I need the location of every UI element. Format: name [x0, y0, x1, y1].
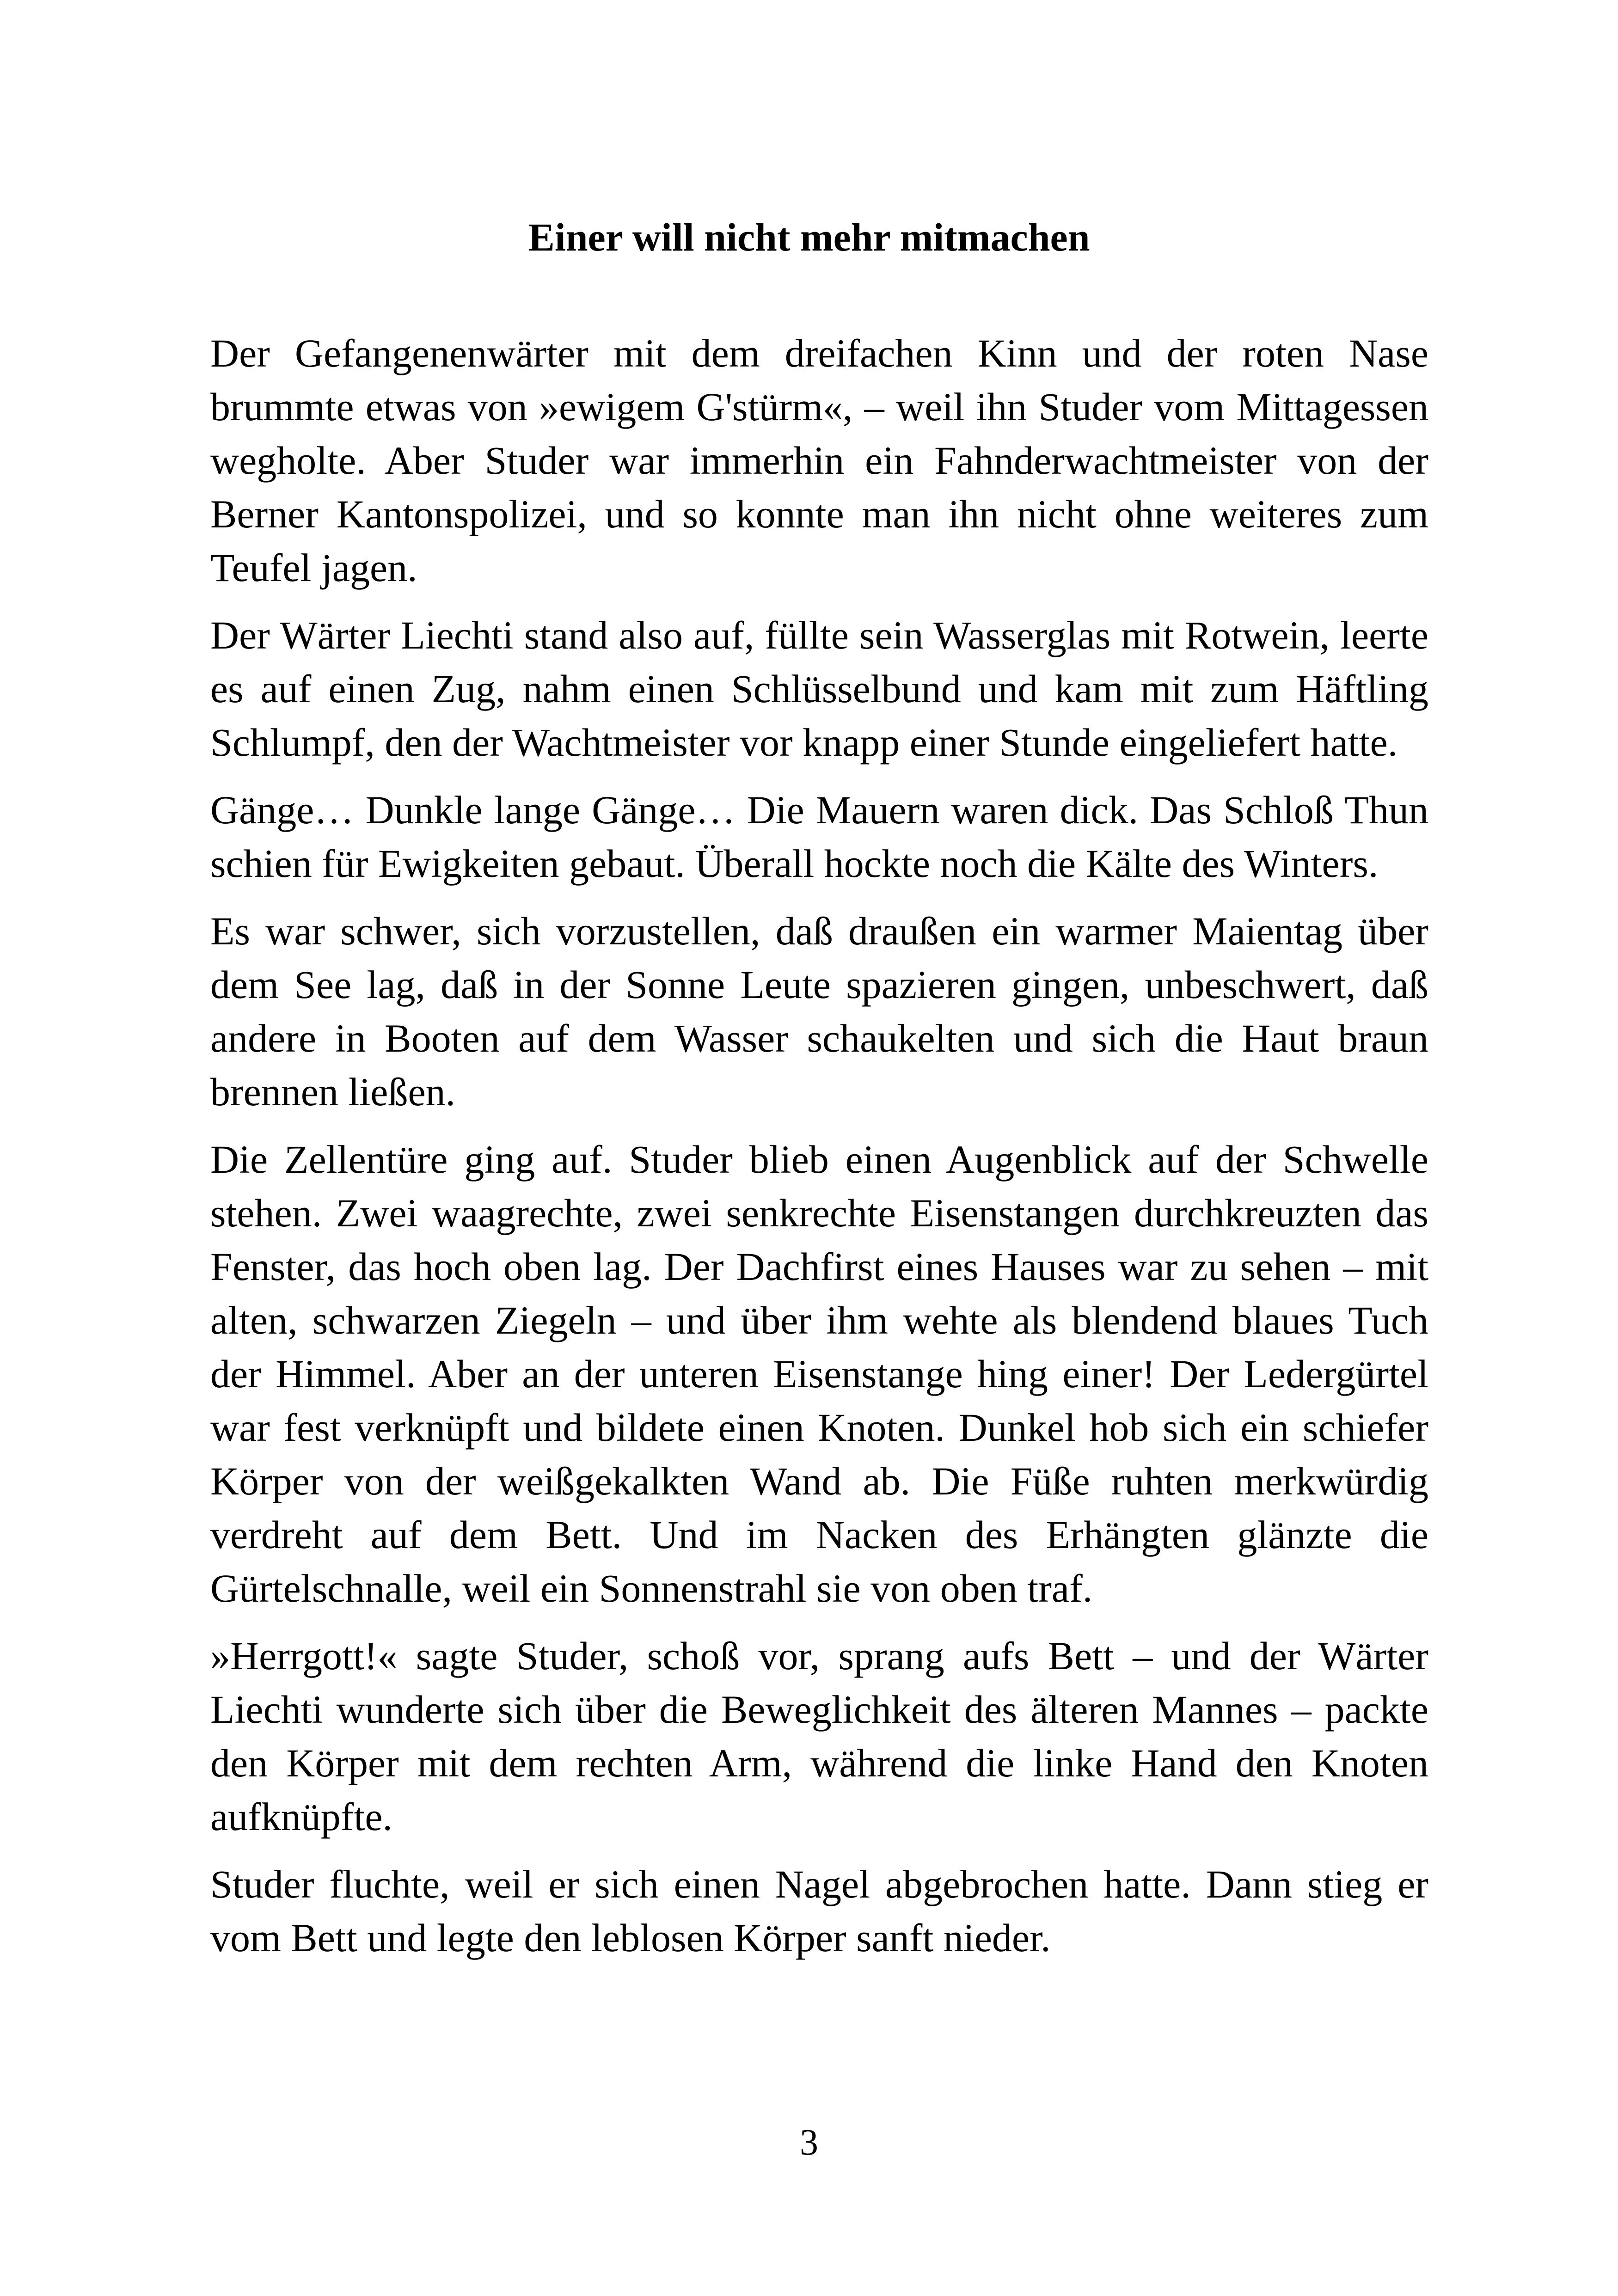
- paragraph-7: Studer fluchte, weil er sich einen Nagel abgebrochen hatte. Dann stieg er vom Bett und legte den leblosen Körper sanft nieder.: [210, 1862, 1428, 1960]
- paragraph-5: Die Zellentüre ging auf. Studer blieb einen Augenblick auf der Schwelle stehen. Zwei waagrechte, zwei senkrechte Eisenstangen durchkreuzten das Fenster, das hoch oben lag. Der Dachfirst eines Hauses war zu sehen – mit alten, schwarzen Ziegeln – und über ihm wehte als blendend blaues Tuch der Himmel. Aber an der unteren Eisenstange hing einer! Der Ledergürtel war fest verknüpft und bildete einen Knoten. Dunkel hob sich ein schiefer Körper von der weißgekalkten Wand ab. Die Füße ruhten merkwürdig verdreht auf dem Bett. Und im Nacken des Erhängten glänzte die Gürtelschnalle, weil ein Sonnenstrahl sie von oben traf.: [210, 1137, 1428, 1610]
- paragraph-2: Der Wärter Liechti stand also auf, füllte sein Wasserglas mit Rotwein, leerte es auf einen Zug, nahm einen Schlüsselbund und kam mit zum Häftling Schlumpf, den der Wachtmeister vor knapp einer Stunde eingeliefert hatte.: [210, 613, 1428, 765]
- body-text: [210, 326, 1428, 1978]
- paragraph-6: »Herrgott!« sagte Studer, schoß vor, sprang aufs Bett – und der Wärter Liechti wunderte sich über die Beweglichkeit des älteren Mannes – packte den Körper mit dem rechten Arm, während die linke Hand den Knoten aufknüpfte.: [210, 1634, 1428, 1839]
- chapter-title: Einer will nicht mehr mitmachen: [528, 215, 1090, 259]
- paragraph-1: Der Gefangenenwärter mit dem dreifachen Kinn und der roten Nase brummte etwas von »ewigem G'stürm«, – weil ihn Studer vom Mittagessen wegholte. Aber Studer war immerhin ein Fahnderwachtmeister von der Berner Kantonspolizei, und so konnte man ihn nicht ohne weiteres zum Teufel jagen.: [210, 331, 1428, 590]
- page-number: 3: [800, 2122, 818, 2163]
- paragraph-3: Gänge… Dunkle lange Gänge… Die Mauern waren dick. Das Schloß Thun schien für Ewigkeiten gebaut. Überall hockte noch die Kälte des Winters.: [210, 788, 1428, 886]
- paragraph-4: Es war schwer, sich vorzustellen, daß draußen ein warmer Maientag über dem See lag, daß in der Sonne Leute spazieren gingen, unbeschwert, daß andere in Booten auf dem Wasser schaukelten und sich die Haut braun brennen ließen.: [210, 909, 1428, 1114]
